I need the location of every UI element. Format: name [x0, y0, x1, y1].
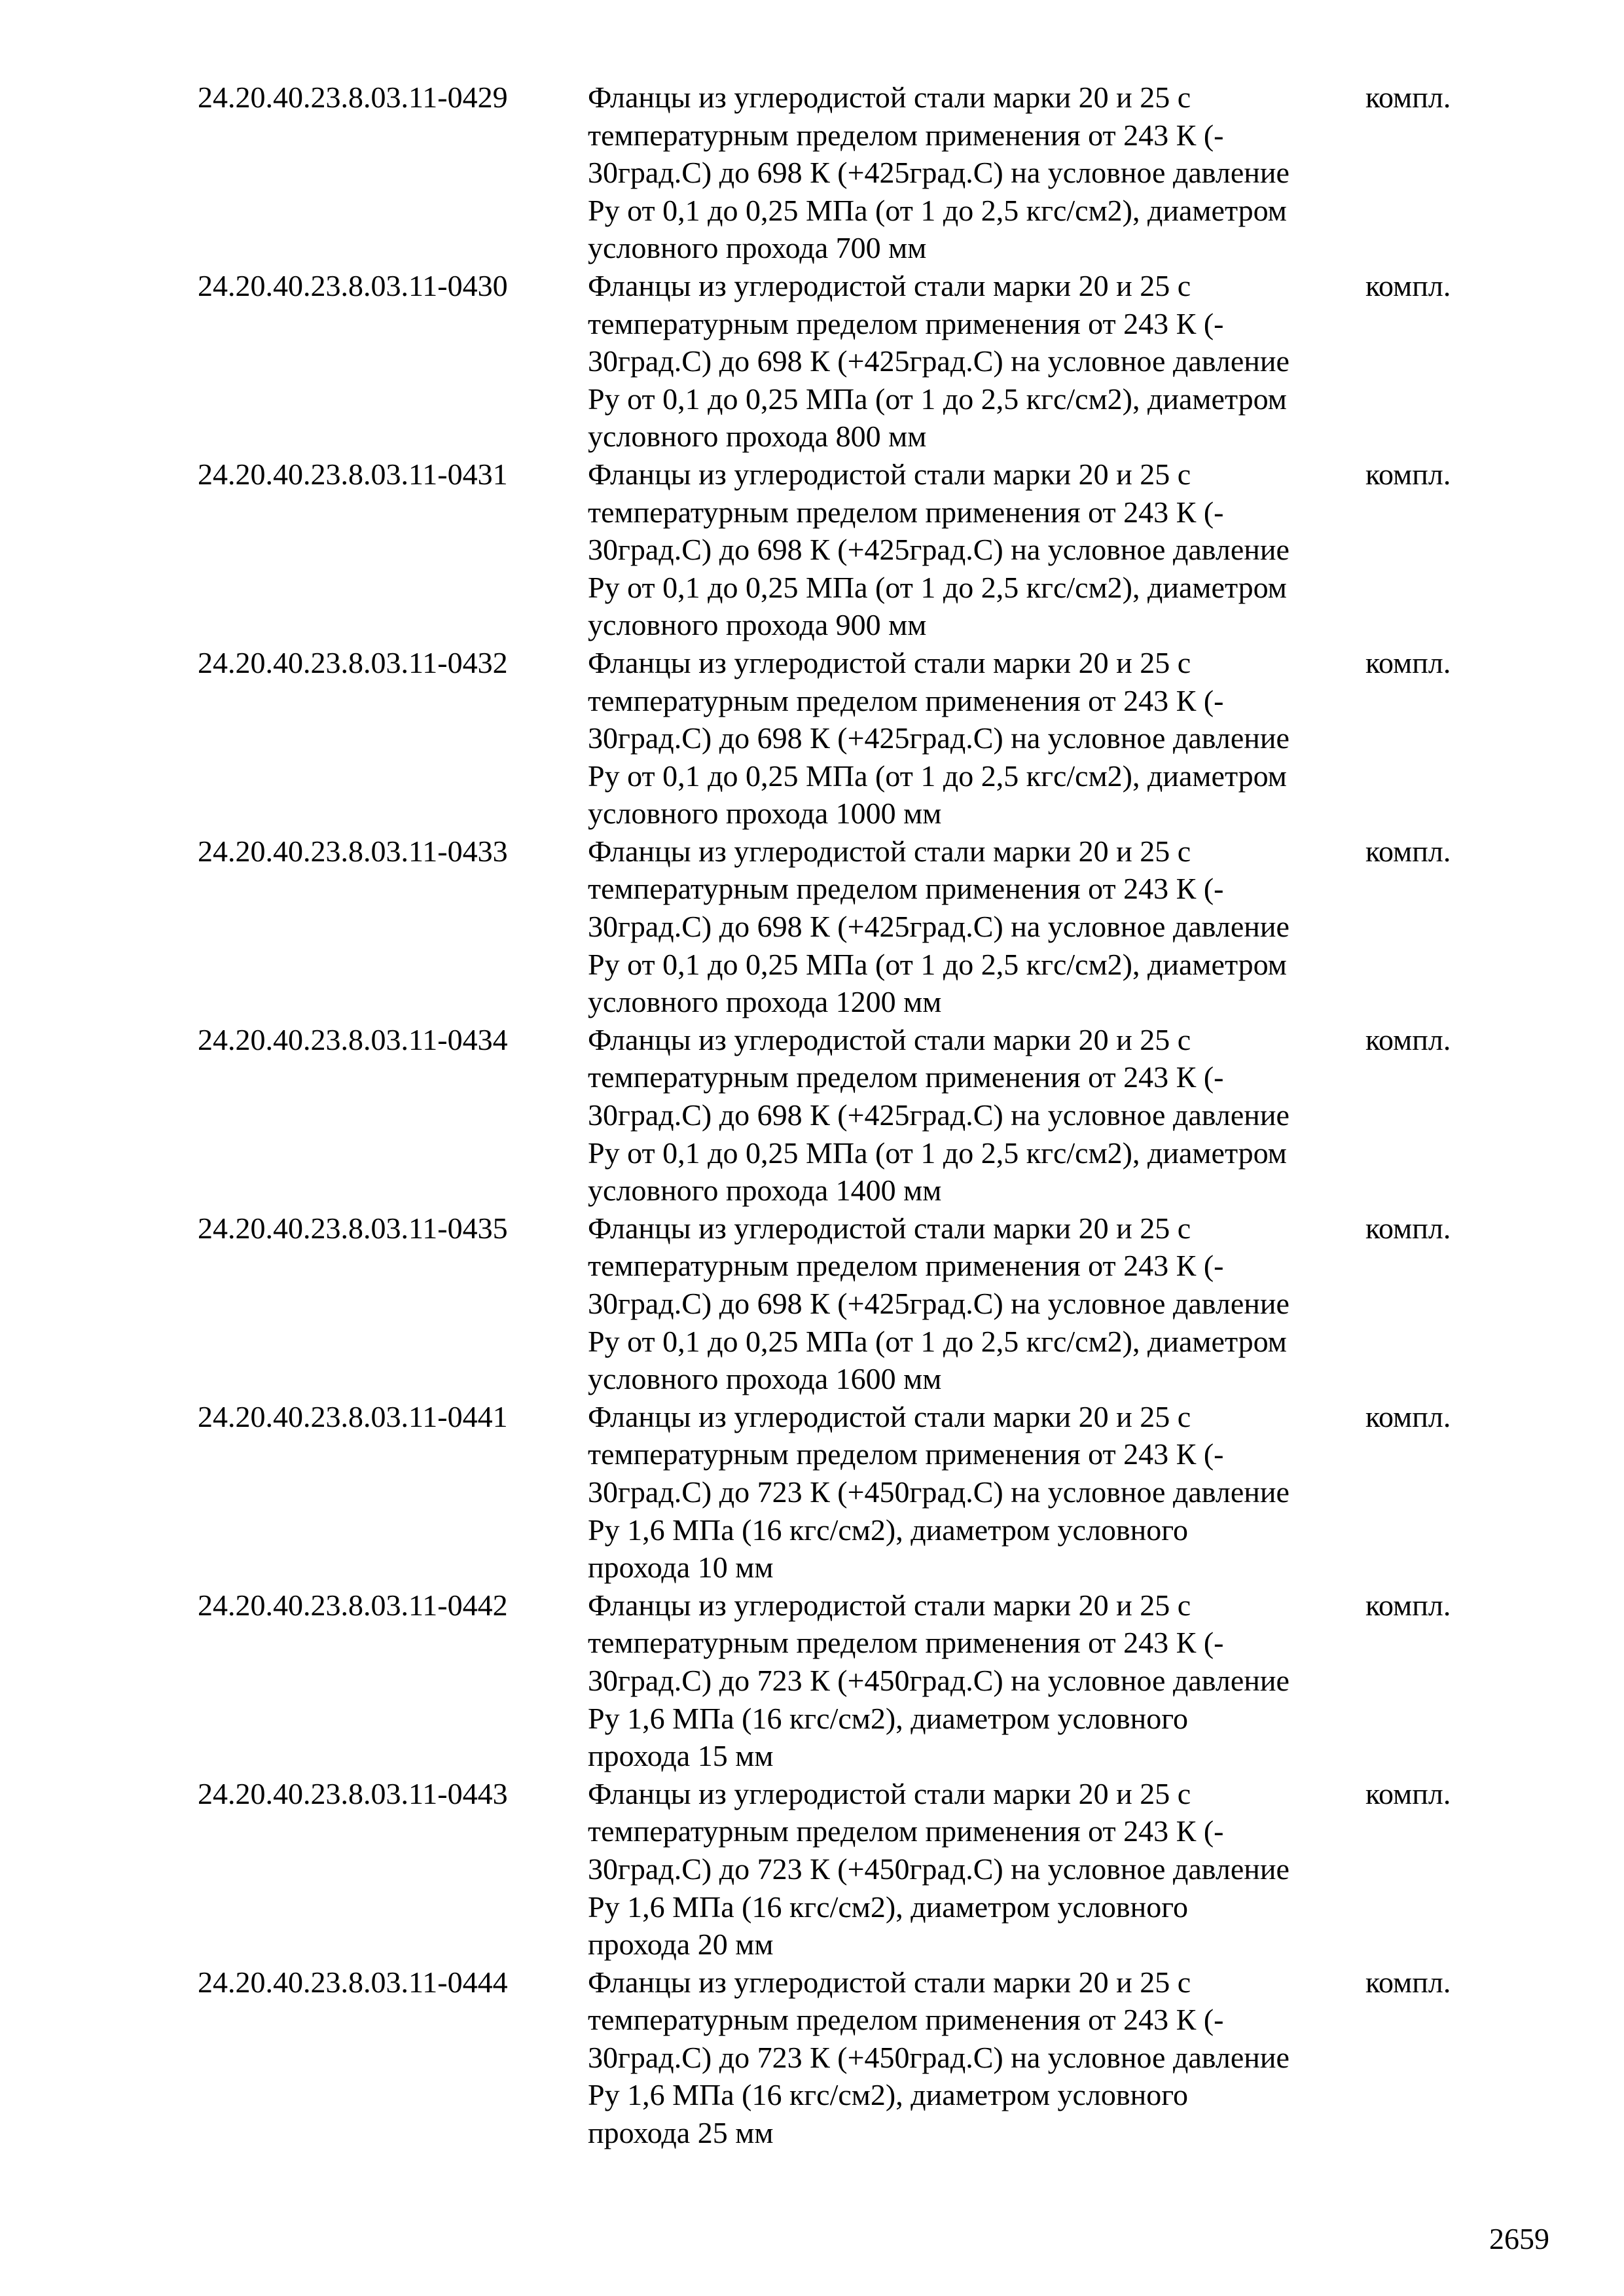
- list-item: [198, 1587, 1481, 1775]
- item-description: Фланцы из углеродистой стали марки 20 и 25 с температурным пределом применения от 243 К (- 30град.С) до 698 К (+425град.С) на условное давление Ру от 0,1 до 0,25 МПа (от 1 до 2,5 кгс/см2), диаметром условного прохода 1400 мм: [588, 1022, 1290, 1208]
- list-item: [198, 1398, 1481, 1587]
- list-item: [198, 1775, 1481, 1964]
- list-item: [198, 1210, 1481, 1398]
- item-unit: компл.: [1365, 834, 1451, 868]
- list-item: [198, 644, 1481, 833]
- item-unit: компл.: [1365, 1022, 1451, 1056]
- item-description: Фланцы из углеродистой стали марки 20 и 25 с температурным пределом применения от 243 К (- 30град.С) до 698 К (+425град.С) на условное давление Ру от 0,1 до 0,25 МПа (от 1 до 2,5 кгс/см2), диаметром условного прохода 700 мм: [588, 81, 1290, 265]
- item-unit: компл.: [1365, 645, 1451, 679]
- item-description: Фланцы из углеродистой стали марки 20 и 25 с температурным пределом применения от 243 К (- 30град.С) до 723 К (+450град.С) на условное давление Ру 1,6 МПа (16 кгс/см2), диаметром условного прохода 25 мм: [588, 1965, 1290, 2150]
- item-description: Фланцы из углеродистой стали марки 20 и 25 с температурным пределом применения от 243 К (- 30град.С) до 698 К (+425град.С) на условное давление Ру от 0,1 до 0,25 МПа (от 1 до 2,5 кгс/см2), диаметром условного прохода 1000 мм: [588, 645, 1290, 831]
- list-item: [198, 456, 1481, 644]
- list-item: [198, 1021, 1481, 1210]
- item-unit: компл.: [1365, 1399, 1451, 1433]
- item-description: Фланцы из углеродистой стали марки 20 и 25 с температурным пределом применения от 243 К (- 30град.С) до 723 К (+450град.С) на условное давление Ру 1,6 МПа (16 кгс/см2), диаметром условного прохода 15 мм: [588, 1588, 1290, 1773]
- item-code: 24.20.40.23.8.03.11-0435: [198, 1211, 508, 1245]
- item-code: 24.20.40.23.8.03.11-0431: [198, 457, 508, 491]
- item-code: 24.20.40.23.8.03.11-0432: [198, 645, 508, 679]
- item-description: Фланцы из углеродистой стали марки 20 и 25 с температурным пределом применения от 243 К (- 30град.С) до 723 К (+450град.С) на условное давление Ру 1,6 МПа (16 кгс/см2), диаметром условного прохода 10 мм: [588, 1399, 1290, 1585]
- list-item: [198, 79, 1481, 267]
- item-code: 24.20.40.23.8.03.11-0429: [198, 81, 508, 114]
- item-description: Фланцы из углеродистой стали марки 20 и 25 с температурным пределом применения от 243 К (- 30град.С) до 698 К (+425град.С) на условное давление Ру от 0,1 до 0,25 МПа (от 1 до 2,5 кгс/см2), диаметром условного прохода 1200 мм: [588, 834, 1290, 1019]
- item-unit: компл.: [1365, 1211, 1451, 1245]
- item-unit: компл.: [1365, 1965, 1451, 1999]
- item-unit: компл.: [1365, 457, 1451, 491]
- item-code: 24.20.40.23.8.03.11-0442: [198, 1588, 508, 1622]
- list-item: [198, 267, 1481, 456]
- item-description: Фланцы из углеродистой стали марки 20 и 25 с температурным пределом применения от 243 К (- 30град.С) до 698 К (+425град.С) на условное давление Ру от 0,1 до 0,25 МПа (от 1 до 2,5 кгс/см2), диаметром условного прохода 900 мм: [588, 457, 1290, 642]
- list-item: [198, 833, 1481, 1021]
- item-code: 24.20.40.23.8.03.11-0430: [198, 268, 508, 302]
- price-entries-list: [198, 79, 1481, 2152]
- item-description: Фланцы из углеродистой стали марки 20 и 25 с температурным пределом применения от 243 К (- 30град.С) до 698 К (+425град.С) на условное давление Ру от 0,1 до 0,25 МПа (от 1 до 2,5 кгс/см2), диаметром условного прохода 1600 мм: [588, 1211, 1290, 1396]
- list-item: [198, 1964, 1481, 2152]
- item-description: Фланцы из углеродистой стали марки 20 и 25 с температурным пределом применения от 243 К (- 30град.С) до 723 К (+450град.С) на условное давление Ру 1,6 МПа (16 кгс/см2), диаметром условного прохода 20 мм: [588, 1776, 1290, 1962]
- item-code: 24.20.40.23.8.03.11-0433: [198, 834, 508, 868]
- item-code: 24.20.40.23.8.03.11-0444: [198, 1965, 508, 1999]
- item-description: Фланцы из углеродистой стали марки 20 и 25 с температурным пределом применения от 243 К (- 30град.С) до 698 К (+425град.С) на условное давление Ру от 0,1 до 0,25 МПа (от 1 до 2,5 кгс/см2), диаметром условного прохода 800 мм: [588, 268, 1290, 454]
- item-code: 24.20.40.23.8.03.11-0441: [198, 1399, 508, 1433]
- item-unit: компл.: [1365, 1588, 1451, 1622]
- item-code: 24.20.40.23.8.03.11-0443: [198, 1776, 508, 1810]
- item-unit: компл.: [1365, 268, 1451, 302]
- page-number: 2659: [1489, 2222, 1549, 2255]
- item-code: 24.20.40.23.8.03.11-0434: [198, 1022, 508, 1056]
- item-unit: компл.: [1365, 81, 1451, 114]
- item-unit: компл.: [1365, 1776, 1451, 1810]
